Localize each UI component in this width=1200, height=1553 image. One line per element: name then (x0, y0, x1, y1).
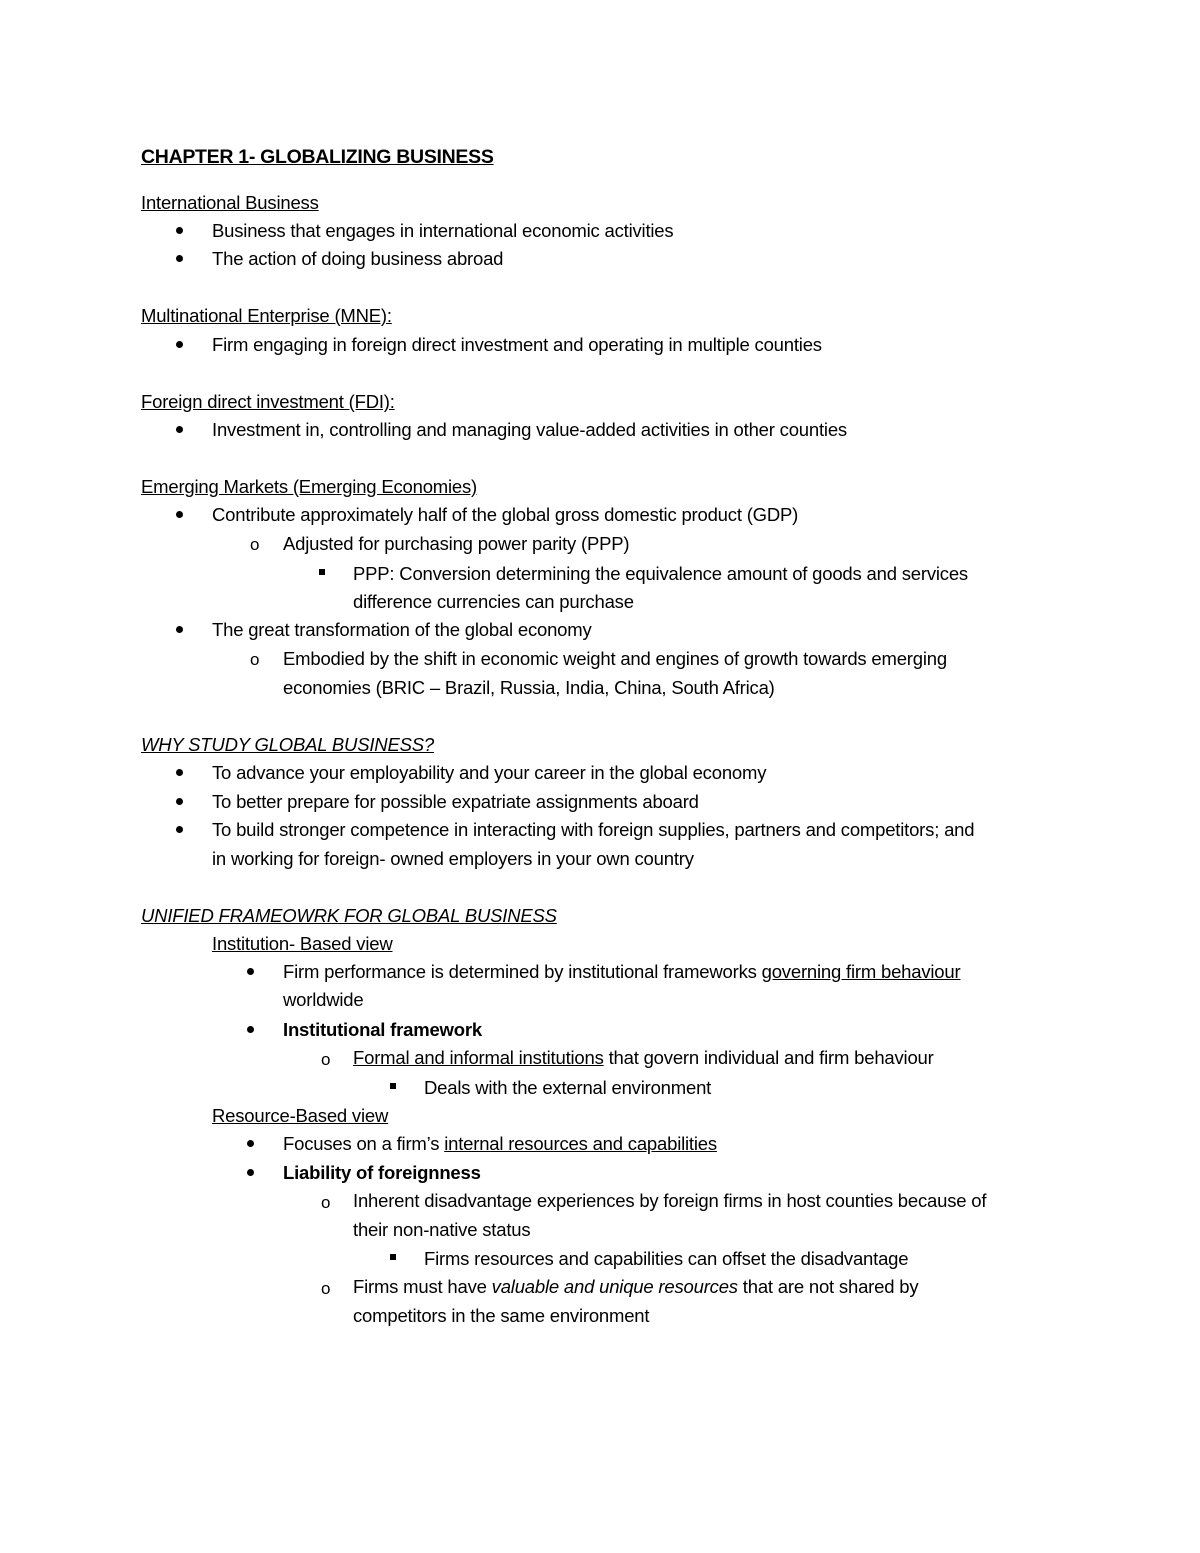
list-item: Embodied by the shift in economic weight and engines of growth towards emerging (283, 648, 947, 669)
institution-based-view-heading: Institution- Based view (212, 933, 393, 954)
square-bullet-icon (390, 1083, 396, 1089)
list-item: To build stronger competence in interacting with foreign supplies, partners and competitors; and (212, 819, 975, 840)
circle-bullet-icon: o (321, 1279, 331, 1298)
list-item: To advance your employability and your career in the global economy (212, 762, 767, 783)
circle-bullet-icon: o (321, 1050, 331, 1069)
list-item: Focuses on a firm’s internal resources and capabilities (283, 1133, 717, 1154)
unified-framework-heading: UNIFIED FRAMEOWRK FOR GLOBAL BUSINESS (141, 905, 557, 926)
list-item: Business that engages in international economic activities (212, 220, 674, 241)
circle-bullet-icon: o (250, 650, 260, 669)
list-item: Formal and informal institutions that govern individual and firm behaviour (353, 1047, 934, 1068)
list-item: Liability of foreignness (283, 1162, 481, 1183)
list-item: The great transformation of the global economy (212, 619, 592, 640)
mne-heading: Multinational Enterprise (MNE): (141, 305, 392, 326)
list-item: Investment in, controlling and managing value-added activities in other counties (212, 419, 847, 440)
resource-based-view-heading: Resource-Based view (212, 1105, 389, 1126)
list-item: To better prepare for possible expatriate assignments aboard (212, 791, 699, 812)
bullet-dot-icon (176, 798, 183, 805)
list-item-continuation: worldwide (283, 989, 364, 1010)
bullet-dot-icon (247, 968, 254, 975)
list-item-continuation: difference currencies can purchase (353, 591, 634, 612)
list-item: Deals with the external environment (424, 1077, 712, 1098)
international-business-heading: International Business (141, 192, 319, 213)
bullet-dot-icon (247, 1140, 254, 1147)
square-bullet-icon (390, 1254, 396, 1260)
bullet-dot-icon (176, 511, 183, 518)
bullet-dot-icon (176, 626, 183, 633)
list-item-continuation: their non-native status (353, 1219, 531, 1240)
bullet-dot-icon (176, 227, 183, 234)
list-item: Institutional framework (283, 1019, 482, 1040)
circle-bullet-icon: o (250, 535, 260, 554)
fdi-heading: Foreign direct investment (FDI): (141, 391, 395, 412)
list-item: Firm performance is determined by institutional frameworks governing firm behaviour (283, 961, 961, 982)
list-item-continuation: economies (BRIC – Brazil, Russia, India, China, South Africa) (283, 677, 775, 698)
emerging-markets-heading: Emerging Markets (Emerging Economies) (141, 476, 477, 497)
list-item-continuation: in working for foreign- owned employers in your own country (212, 848, 694, 869)
bullet-dot-icon (176, 426, 183, 433)
why-study-heading: WHY STUDY GLOBAL BUSINESS? (141, 734, 434, 755)
list-item: Firms must have valuable and unique resources that are not shared by (353, 1276, 919, 1297)
list-item: The action of doing business abroad (212, 248, 504, 269)
list-item: Inherent disadvantage experiences by foreign firms in host counties because of (353, 1190, 987, 1211)
bullet-dot-icon (176, 769, 183, 776)
bullet-dot-icon (176, 341, 183, 348)
bullet-dot-icon (176, 826, 183, 833)
list-item: Contribute approximately half of the global gross domestic product (GDP) (212, 504, 799, 525)
bullet-dot-icon (247, 1169, 254, 1176)
circle-bullet-icon: o (321, 1193, 331, 1212)
chapter-title: CHAPTER 1- GLOBALIZING BUSINESS (141, 146, 494, 168)
list-item: Firm engaging in foreign direct investment and operating in multiple counties (212, 334, 822, 355)
list-item: Firms resources and capabilities can offset the disadvantage (424, 1248, 909, 1269)
bullet-dot-icon (247, 1026, 254, 1033)
list-item-continuation: competitors in the same environment (353, 1305, 650, 1326)
square-bullet-icon (319, 569, 325, 575)
bullet-dot-icon (176, 255, 183, 262)
list-item: PPP: Conversion determining the equivalence amount of goods and services (353, 563, 968, 584)
list-item: Adjusted for purchasing power parity (PPP) (283, 533, 630, 554)
